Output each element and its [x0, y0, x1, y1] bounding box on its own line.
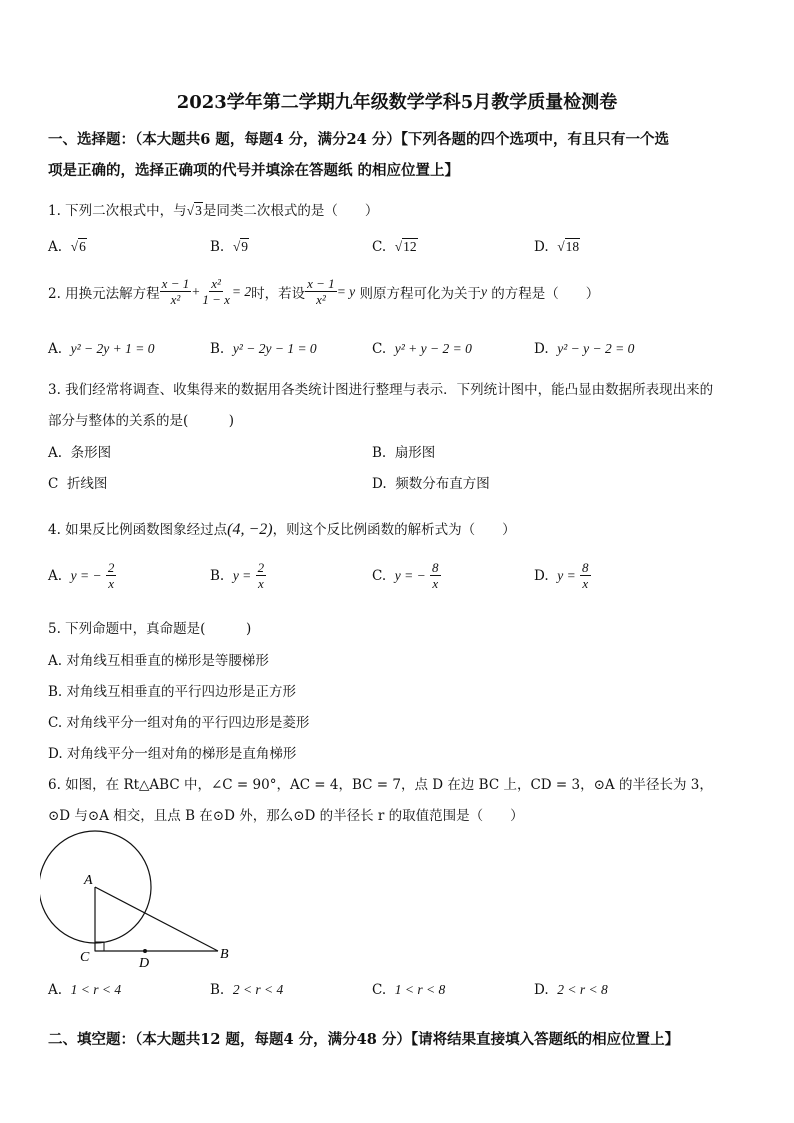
fraction-1: $\frac{x - 1}{\text{x²}}$: [161, 276, 190, 307]
section1-heading-line1: 一、选择题：（本大题共6 题，每题4 分，满分24 分）【下列各题的四个选项中，有且只有一个选: [48, 131, 669, 148]
point-d-dot: [143, 949, 147, 953]
question-4-stem: 4. 如果反比例函数图象经过点(4, −2)，则这个反比例函数的解析式为（ ）: [48, 521, 516, 538]
segment-ab: [95, 887, 218, 951]
q4-option-b[interactable]: B. y = $\frac{2}{x}$: [210, 560, 265, 591]
question-3-line2: 部分与整体的关系的是( ): [48, 413, 235, 429]
q2-option-c[interactable]: C. y² + y − 2 = 0: [372, 341, 472, 357]
section2-heading: 二、填空题：（本大题共12 题，每题4 分，满分48 分）【请将结果直接填入答题纸的相应位置上】: [48, 1031, 680, 1048]
q2-option-b[interactable]: B. y² − 2y − 1 = 0: [210, 341, 317, 357]
page-title: 2023学年第二学期九年级数学学科5月教学质量检测卷: [176, 92, 618, 113]
q4-option-d[interactable]: D. y = $\frac{8}{x}$: [534, 560, 589, 591]
question-1-stem: 1. 下列二次根式中，与√3是同类二次根式的是（ ）: [48, 203, 379, 219]
q3-option-a[interactable]: A. 条形图: [48, 445, 112, 461]
q1-option-d[interactable]: D. √18: [534, 239, 580, 255]
q1-option-c[interactable]: C. √12: [372, 239, 417, 255]
label-b: B: [220, 947, 229, 962]
fraction-2: $\frac{\text{x²}}{1 - x}$: [202, 276, 230, 307]
q1-option-b[interactable]: B. √9: [210, 239, 248, 255]
q3-option-d[interactable]: D. 频数分布直方图: [372, 476, 490, 492]
question-6-line1: 6. 如图，在 Rt△ABC 中，∠C = 90°，AC = 4，BC = 7，点 D 在边 BC 上，CD = 3，⊙A 的半径长为 3，: [48, 777, 713, 793]
question-3-line1: 3. 我们经常将调查、收集得来的数据用各类统计图进行整理与表示．下列统计图中，能凸显由数据所表现出来的: [48, 382, 714, 398]
label-c: C: [80, 950, 90, 965]
q6-option-a[interactable]: A. 1 < r < 4: [48, 982, 122, 998]
label-d: D: [139, 956, 150, 971]
question-6-line2: ⊙D 与⊙A 相交，且点 B 在⊙D 外，那么⊙D 的半径长 r 的取值范围是（ ）: [48, 808, 524, 824]
q6-option-c[interactable]: C. 1 < r < 8: [372, 982, 446, 998]
question-5-stem: 5. 下列命题中，真命题是( ): [48, 621, 252, 637]
q5-option-b[interactable]: B. 对角线互相垂直的平行四边形是正方形: [48, 684, 297, 700]
sqrt-3: √3: [186, 203, 202, 218]
q4-option-a[interactable]: A. y = − $\frac{2}{x}$: [48, 560, 115, 591]
q5-option-a[interactable]: A. 对角线互相垂直的梯形是等腰梯形: [48, 653, 269, 669]
triangle-circle-figure: [40, 830, 250, 975]
q6-option-d[interactable]: D. 2 < r < 8: [534, 982, 608, 998]
q5-option-c[interactable]: C. 对角线平分一组对角的平行四边形是菱形: [48, 715, 310, 731]
q1-option-a[interactable]: A. √6: [48, 239, 86, 255]
q4-option-c[interactable]: C. y = − $\frac{8}{x}$: [372, 560, 439, 591]
section1-heading-line2: 项是正确的，选择正确项的代号并填涂在答题纸 的相应位置上】: [48, 162, 460, 179]
q5-option-d[interactable]: D. 对角线平分一组对角的梯形是直角梯形: [48, 746, 297, 762]
q3-option-c[interactable]: C 折线图: [48, 476, 108, 492]
q3-option-b[interactable]: B. 扇形图: [372, 445, 436, 461]
question-2-stem: 2. 用换元法解方程 $\frac{x - 1}{\text{x²}}$ + $\frac{\text{x²}}{1 - x}$ = 2 时，若设 $\frac{x - 1}{\text{x²}}$ = y 则原方程可化为关于 y 的方程是（ ）: [48, 276, 600, 307]
label-a: A: [84, 873, 93, 888]
q6-option-b[interactable]: B. 2 < r < 4: [210, 982, 284, 998]
q2-option-a[interactable]: A. y² − 2y + 1 = 0: [48, 341, 155, 357]
q2-option-d[interactable]: D. y² − y − 2 = 0: [534, 341, 635, 357]
fraction-3: $\frac{x - 1}{\text{x²}}$: [307, 276, 335, 307]
